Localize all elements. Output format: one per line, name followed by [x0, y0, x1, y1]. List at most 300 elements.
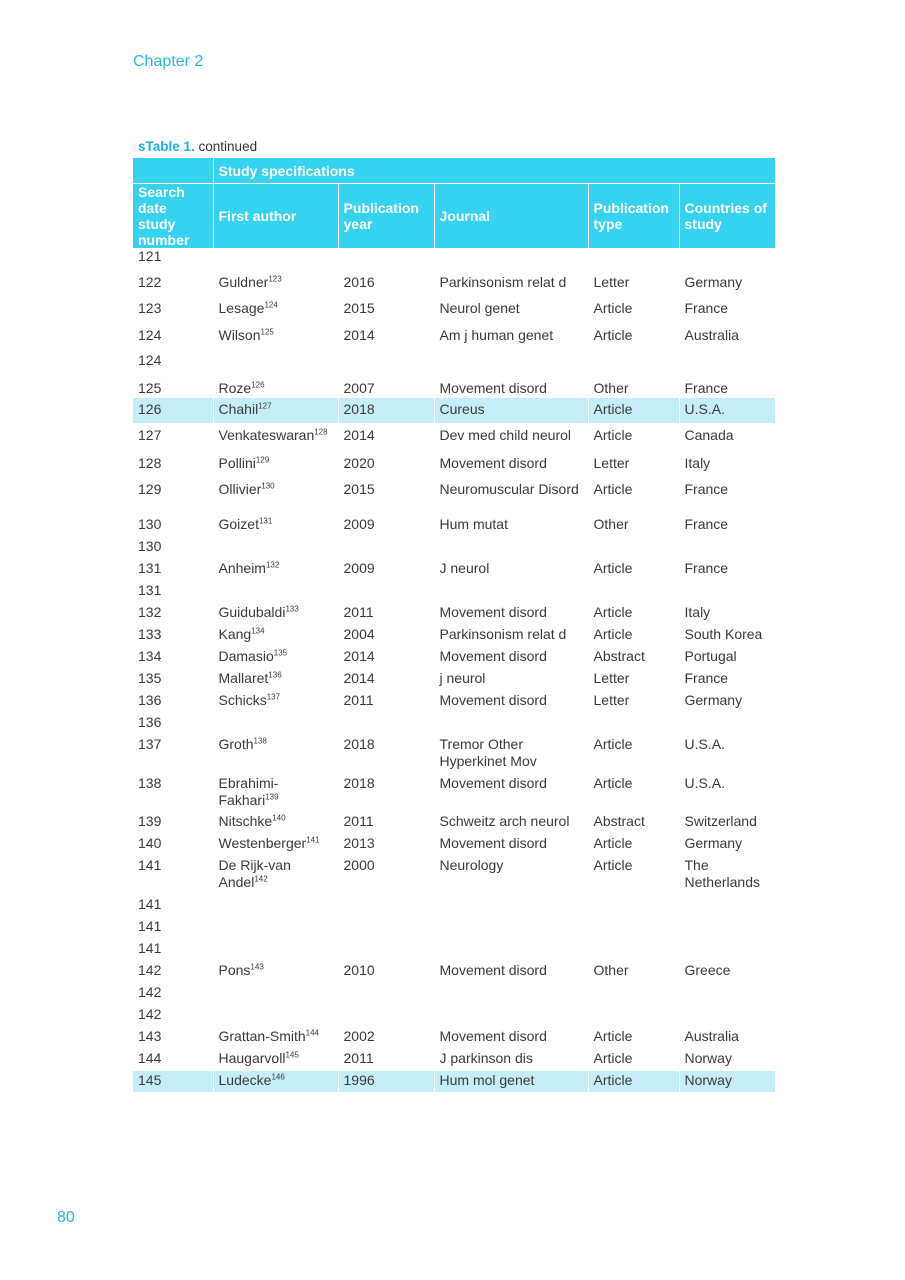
- cell-journal-text: J neurol: [439, 560, 490, 576]
- cell-publication-year: [338, 917, 434, 939]
- cell-publication-year: [338, 713, 434, 735]
- cell-publication-year-text: 2011: [343, 1050, 374, 1066]
- table-caption: [138, 139, 257, 154]
- cell-publication-type: [588, 603, 679, 625]
- cell-first-author: [213, 856, 338, 895]
- cell-first-author-text: Ollivier: [218, 481, 262, 497]
- cell-publication-year-text: 2011: [343, 692, 374, 708]
- cell-country: [679, 961, 775, 983]
- cell-journal: [434, 559, 588, 581]
- cell-country-text: Germany: [684, 274, 743, 290]
- cell-country-text: Switzerland: [684, 813, 757, 829]
- cell-publication-type: [588, 834, 679, 856]
- cell-publication-type: [588, 713, 679, 735]
- cell-publication-year: [338, 603, 434, 625]
- cell-journal-text: Am j human genet: [439, 327, 554, 343]
- cell-publication-year-text: 2018: [343, 401, 375, 417]
- cell-first-author: [213, 917, 338, 939]
- cell-publication-type: [588, 374, 679, 398]
- cell-first-author-text: Groth: [218, 736, 254, 752]
- cell-country: [679, 423, 775, 450]
- cell-search-number-text: 145: [138, 1072, 162, 1088]
- table-row: [133, 735, 775, 774]
- cell-journal-text: Neurology: [439, 857, 504, 873]
- cell-country-text: South Korea: [684, 626, 763, 642]
- reference-superscript: 127: [258, 401, 272, 411]
- cell-publication-year: [338, 895, 434, 917]
- cell-search-number: [133, 322, 213, 348]
- cell-journal: [434, 834, 588, 856]
- cell-search-number: [133, 581, 213, 603]
- table-row: [133, 669, 775, 691]
- cell-country: [679, 735, 775, 774]
- cell-publication-type-text: Article: [593, 604, 633, 620]
- cell-country-text: Canada: [684, 427, 734, 443]
- cell-journal-text: Schweitz arch neurol: [439, 813, 570, 829]
- cell-first-author: [213, 270, 338, 296]
- table-row: [133, 322, 775, 348]
- cell-first-author-text: Haugarvoll: [218, 1050, 286, 1066]
- cell-first-author-text: Anheim: [218, 560, 266, 576]
- cell-search-number-text: 122: [138, 274, 162, 290]
- cell-country-text: Australia: [684, 1028, 739, 1044]
- cell-search-number-text: 141: [138, 857, 162, 873]
- cell-publication-type: [588, 856, 679, 895]
- cell-journal: [434, 983, 588, 1005]
- cell-search-number: [133, 647, 213, 669]
- cell-first-author: [213, 939, 338, 961]
- reference-superscript: 143: [250, 962, 264, 972]
- cell-publication-year: [338, 625, 434, 647]
- cell-country: [679, 270, 775, 296]
- cell-first-author: [213, 603, 338, 625]
- cell-journal: [434, 1071, 588, 1092]
- cell-publication-year: [338, 374, 434, 398]
- reference-superscript: 125: [260, 327, 274, 337]
- cell-journal-text: Parkinsonism relat d: [439, 626, 567, 642]
- cell-search-number: [133, 1049, 213, 1071]
- cell-search-number: [133, 856, 213, 895]
- cell-publication-year-text: 2014: [343, 327, 375, 343]
- cell-first-author: [213, 248, 338, 270]
- cell-publication-year-text: 2004: [343, 626, 375, 642]
- cell-publication-type: [588, 735, 679, 774]
- reference-superscript: 131: [258, 516, 273, 526]
- cell-publication-type: [588, 1071, 679, 1092]
- reference-superscript: 141: [306, 835, 320, 845]
- cell-publication-year: [338, 961, 434, 983]
- cell-first-author: [213, 476, 338, 515]
- cell-publication-type: [588, 812, 679, 834]
- cell-publication-year: [338, 774, 434, 812]
- cell-first-author: [213, 1005, 338, 1027]
- cell-search-number: [133, 1005, 213, 1027]
- cell-first-author: [213, 348, 338, 374]
- cell-country-text: U.S.A.: [684, 401, 725, 417]
- cell-first-author-text: Pollini: [218, 455, 256, 471]
- cell-first-author-text: Kang: [218, 626, 252, 642]
- cell-country-text: Germany: [684, 835, 743, 851]
- cell-country: [679, 559, 775, 581]
- cell-search-number-text: 124: [138, 327, 162, 343]
- reference-superscript: 142: [254, 874, 268, 884]
- table-row: [133, 834, 775, 856]
- table-row: [133, 603, 775, 625]
- table-row: [133, 296, 775, 322]
- cell-publication-type: [588, 669, 679, 691]
- cell-publication-year-text: 2015: [343, 300, 375, 316]
- cell-country: [679, 713, 775, 735]
- table-row: [133, 713, 775, 735]
- cell-country: [679, 450, 775, 476]
- cell-publication-type: [588, 322, 679, 348]
- cell-publication-year: [338, 834, 434, 856]
- cell-first-author-text: Westenberger: [218, 835, 307, 851]
- cell-publication-year: [338, 939, 434, 961]
- cell-country: [679, 812, 775, 834]
- cell-journal-text: J parkinson dis: [439, 1050, 533, 1066]
- cell-publication-type-text: Article: [593, 1028, 633, 1044]
- cell-publication-type-text: Other: [593, 516, 629, 532]
- cell-publication-type: [588, 1027, 679, 1049]
- table-row: [133, 476, 775, 515]
- cell-country: [679, 983, 775, 1005]
- cell-first-author: [213, 735, 338, 774]
- table-caption-label: sTable 1.: [138, 139, 195, 154]
- cell-publication-type-text: Article: [593, 626, 633, 642]
- cell-publication-year: [338, 735, 434, 774]
- studies-table: [133, 158, 775, 1092]
- cell-publication-type: [588, 774, 679, 812]
- cell-country-text: Norway: [684, 1072, 732, 1088]
- cell-search-number: [133, 625, 213, 647]
- cell-search-number-text: 135: [138, 670, 162, 686]
- cell-search-number: [133, 983, 213, 1005]
- table-row: [133, 983, 775, 1005]
- reference-superscript: 123: [268, 274, 282, 284]
- table-row: [133, 537, 775, 559]
- cell-publication-type-text: Article: [593, 560, 633, 576]
- cell-journal: [434, 581, 588, 603]
- cell-publication-year-text: 2018: [343, 775, 375, 791]
- cell-publication-year: [338, 248, 434, 270]
- cell-journal: [434, 322, 588, 348]
- cell-publication-year: [338, 515, 434, 537]
- cell-publication-year: [338, 398, 434, 423]
- cell-publication-type: [588, 559, 679, 581]
- table-caption-text: continued: [194, 139, 258, 154]
- cell-journal-text: Movement disord: [439, 380, 547, 396]
- cell-publication-type-text: Article: [593, 1072, 633, 1088]
- cell-journal: [434, 895, 588, 917]
- cell-first-author-text: Chahil: [218, 401, 259, 417]
- table-row: [133, 691, 775, 713]
- cell-search-number-text: 131: [138, 560, 162, 576]
- cell-journal-text: j neurol: [439, 670, 486, 686]
- cell-country: [679, 603, 775, 625]
- cell-journal: [434, 476, 588, 515]
- cell-first-author-text: Wilson: [218, 327, 261, 343]
- cell-publication-year: [338, 1071, 434, 1092]
- cell-journal-text: Movement disord: [439, 648, 547, 664]
- cell-first-author-text: Goizet: [218, 516, 259, 532]
- cell-journal-text: Movement disord: [439, 692, 547, 708]
- cell-search-number: [133, 713, 213, 735]
- cell-search-number: [133, 1071, 213, 1092]
- cell-publication-type: [588, 398, 679, 423]
- cell-publication-year-text: 2016: [343, 274, 375, 290]
- cell-search-number: [133, 735, 213, 774]
- cell-first-author-text: Guldner: [218, 274, 269, 290]
- cell-search-number-text: 127: [138, 427, 162, 443]
- cell-publication-year: [338, 1005, 434, 1027]
- cell-journal-text: Movement disord: [439, 962, 547, 978]
- cell-journal-text: Cureus: [439, 401, 485, 417]
- reference-superscript: 134: [251, 626, 265, 636]
- cell-publication-type: [588, 450, 679, 476]
- cell-search-number-text: 126: [138, 401, 162, 417]
- cell-publication-year-text: 1996: [343, 1072, 375, 1088]
- cell-country: [679, 1005, 775, 1027]
- cell-search-number-text: 129: [138, 481, 162, 497]
- cell-first-author: [213, 691, 338, 713]
- cell-first-author: [213, 1049, 338, 1071]
- cell-first-author: [213, 713, 338, 735]
- column-header-publication-type: Publication type: [588, 184, 679, 249]
- cell-first-author: [213, 559, 338, 581]
- cell-journal: [434, 374, 588, 398]
- cell-search-number: [133, 1027, 213, 1049]
- cell-country: [679, 647, 775, 669]
- cell-publication-type-text: Article: [593, 481, 633, 497]
- table-row: [133, 939, 775, 961]
- cell-journal: [434, 1027, 588, 1049]
- cell-first-author-text: Lesage: [218, 300, 265, 316]
- cell-country: [679, 348, 775, 374]
- cell-search-number-text: 136: [138, 714, 162, 730]
- table-row: [133, 374, 775, 398]
- reference-superscript: 126: [251, 380, 265, 390]
- cell-publication-type: [588, 983, 679, 1005]
- cell-publication-type: [588, 581, 679, 603]
- table-row: [133, 917, 775, 939]
- cell-country-text: Australia: [684, 327, 739, 343]
- cell-country: [679, 581, 775, 603]
- cell-journal-text: Dev med child neurol: [439, 427, 572, 443]
- cell-publication-type: [588, 296, 679, 322]
- cell-first-author: [213, 625, 338, 647]
- cell-publication-year: [338, 581, 434, 603]
- table-row: [133, 625, 775, 647]
- cell-search-number-text: 142: [138, 962, 162, 978]
- cell-publication-year: [338, 270, 434, 296]
- cell-publication-year-text: 2009: [343, 560, 375, 576]
- cell-publication-year-text: 2018: [343, 736, 375, 752]
- cell-journal: [434, 669, 588, 691]
- cell-publication-type-text: Abstract: [593, 648, 645, 664]
- cell-country-text: Portugal: [684, 648, 737, 664]
- cell-publication-type: [588, 515, 679, 537]
- cell-search-number-text: 141: [138, 940, 162, 956]
- cell-journal-text: Movement disord: [439, 1028, 547, 1044]
- cell-journal: [434, 691, 588, 713]
- cell-journal-text: Neuromuscular Disord: [439, 481, 579, 497]
- table-row: [133, 270, 775, 296]
- reference-superscript: 138: [253, 736, 267, 746]
- cell-country: [679, 625, 775, 647]
- cell-country: [679, 1071, 775, 1092]
- cell-first-author: [213, 1071, 338, 1092]
- cell-publication-year: [338, 537, 434, 559]
- cell-journal: [434, 735, 588, 774]
- cell-publication-year: [338, 669, 434, 691]
- cell-search-number: [133, 398, 213, 423]
- cell-publication-year-text: 2010: [343, 962, 375, 978]
- cell-publication-year: [338, 423, 434, 450]
- cell-country: [679, 856, 775, 895]
- cell-first-author: [213, 1027, 338, 1049]
- cell-first-author: [213, 669, 338, 691]
- cell-first-author: [213, 581, 338, 603]
- cell-journal: [434, 296, 588, 322]
- table-row: [133, 647, 775, 669]
- cell-search-number: [133, 774, 213, 812]
- cell-publication-year-text: 2014: [343, 670, 375, 686]
- cell-country-text: France: [684, 380, 729, 396]
- cell-publication-type-text: Article: [593, 857, 633, 873]
- cell-publication-year: [338, 322, 434, 348]
- cell-publication-type-text: Article: [593, 401, 633, 417]
- cell-first-author: [213, 537, 338, 559]
- cell-journal-text: Movement disord: [439, 455, 547, 471]
- cell-country-text: Germany: [684, 692, 743, 708]
- cell-country-text: France: [684, 300, 729, 316]
- reference-superscript: 129: [255, 455, 270, 465]
- cell-publication-type: [588, 961, 679, 983]
- reference-superscript: 128: [314, 427, 328, 437]
- reference-superscript: 144: [305, 1028, 319, 1038]
- reference-superscript: 130: [261, 481, 275, 491]
- cell-country: [679, 248, 775, 270]
- cell-first-author: [213, 812, 338, 834]
- table-row: [133, 348, 775, 374]
- cell-publication-type: [588, 248, 679, 270]
- cell-country: [679, 1027, 775, 1049]
- table-row: [133, 423, 775, 450]
- cell-publication-year: [338, 559, 434, 581]
- cell-search-number: [133, 603, 213, 625]
- cell-publication-type-text: Article: [593, 300, 633, 316]
- cell-search-number-text: 142: [138, 984, 162, 1000]
- cell-journal: [434, 603, 588, 625]
- cell-publication-type-text: Letter: [593, 670, 630, 686]
- cell-country: [679, 476, 775, 515]
- cell-country-text: The Netherlands: [684, 857, 760, 890]
- cell-search-number: [133, 537, 213, 559]
- cell-journal-text: Movement disord: [439, 775, 547, 791]
- cell-journal: [434, 713, 588, 735]
- cell-first-author-text: Grattan-Smith: [218, 1028, 306, 1044]
- reference-superscript: 132: [265, 560, 280, 570]
- cell-publication-year: [338, 983, 434, 1005]
- cell-search-number-text: 132: [138, 604, 162, 620]
- cell-country: [679, 939, 775, 961]
- cell-journal: [434, 812, 588, 834]
- cell-search-number-text: 143: [138, 1028, 162, 1044]
- cell-first-author: [213, 961, 338, 983]
- cell-search-number-text: 121: [138, 248, 162, 264]
- reference-superscript: 140: [272, 813, 286, 823]
- cell-publication-type-text: Other: [593, 380, 629, 396]
- cell-search-number: [133, 450, 213, 476]
- column-header-search-number: Search date study number: [133, 184, 213, 249]
- table-group-header-row: [133, 158, 775, 184]
- cell-first-author: [213, 834, 338, 856]
- table-row: [133, 812, 775, 834]
- cell-first-author-text: Pons: [218, 962, 251, 978]
- cell-journal-text: Movement disord: [439, 835, 547, 851]
- cell-first-author: [213, 398, 338, 423]
- cell-publication-type: [588, 423, 679, 450]
- cell-journal-text: Hum mol genet: [439, 1072, 535, 1088]
- cell-publication-year-text: 2007: [343, 380, 375, 396]
- cell-journal: [434, 961, 588, 983]
- cell-search-number: [133, 559, 213, 581]
- cell-first-author: [213, 983, 338, 1005]
- table-row: [133, 961, 775, 983]
- table-row: [133, 515, 775, 537]
- reference-superscript: 133: [285, 604, 299, 614]
- cell-journal-text: Movement disord: [439, 604, 547, 620]
- cell-first-author: [213, 774, 338, 812]
- cell-search-number-text: 128: [138, 455, 162, 471]
- cell-search-number: [133, 348, 213, 374]
- cell-search-number: [133, 691, 213, 713]
- cell-publication-year-text: 2020: [343, 455, 375, 471]
- cell-first-author-text: De Rijk-van Andel: [218, 857, 291, 890]
- table-group-header: Study specifications: [213, 158, 775, 184]
- cell-country: [679, 774, 775, 812]
- cell-search-number-text: 142: [138, 1006, 162, 1022]
- cell-search-number: [133, 834, 213, 856]
- table-row: [133, 398, 775, 423]
- cell-country-text: France: [684, 560, 729, 576]
- cell-publication-type-text: Other: [593, 962, 629, 978]
- cell-search-number-text: 123: [138, 300, 162, 316]
- cell-country-text: Greece: [684, 962, 731, 978]
- cell-country-text: U.S.A.: [684, 775, 725, 791]
- cell-publication-type: [588, 625, 679, 647]
- cell-search-number-text: 137: [138, 736, 162, 752]
- reference-superscript: 124: [264, 300, 278, 310]
- cell-search-number: [133, 476, 213, 515]
- cell-search-number: [133, 374, 213, 398]
- cell-search-number-text: 124: [138, 352, 162, 368]
- cell-search-number-text: 125: [138, 380, 162, 396]
- table-row: [133, 1049, 775, 1071]
- cell-search-number-text: 139: [138, 813, 162, 829]
- cell-first-author-text: Ludecke: [218, 1072, 272, 1088]
- cell-first-author: [213, 515, 338, 537]
- reference-superscript: 135: [273, 648, 288, 658]
- cell-journal: [434, 917, 588, 939]
- cell-journal: [434, 248, 588, 270]
- cell-journal-text: Neurol genet: [439, 300, 520, 316]
- cell-publication-type: [588, 270, 679, 296]
- cell-first-author: [213, 322, 338, 348]
- cell-publication-type-text: Article: [593, 736, 633, 752]
- cell-publication-year: [338, 691, 434, 713]
